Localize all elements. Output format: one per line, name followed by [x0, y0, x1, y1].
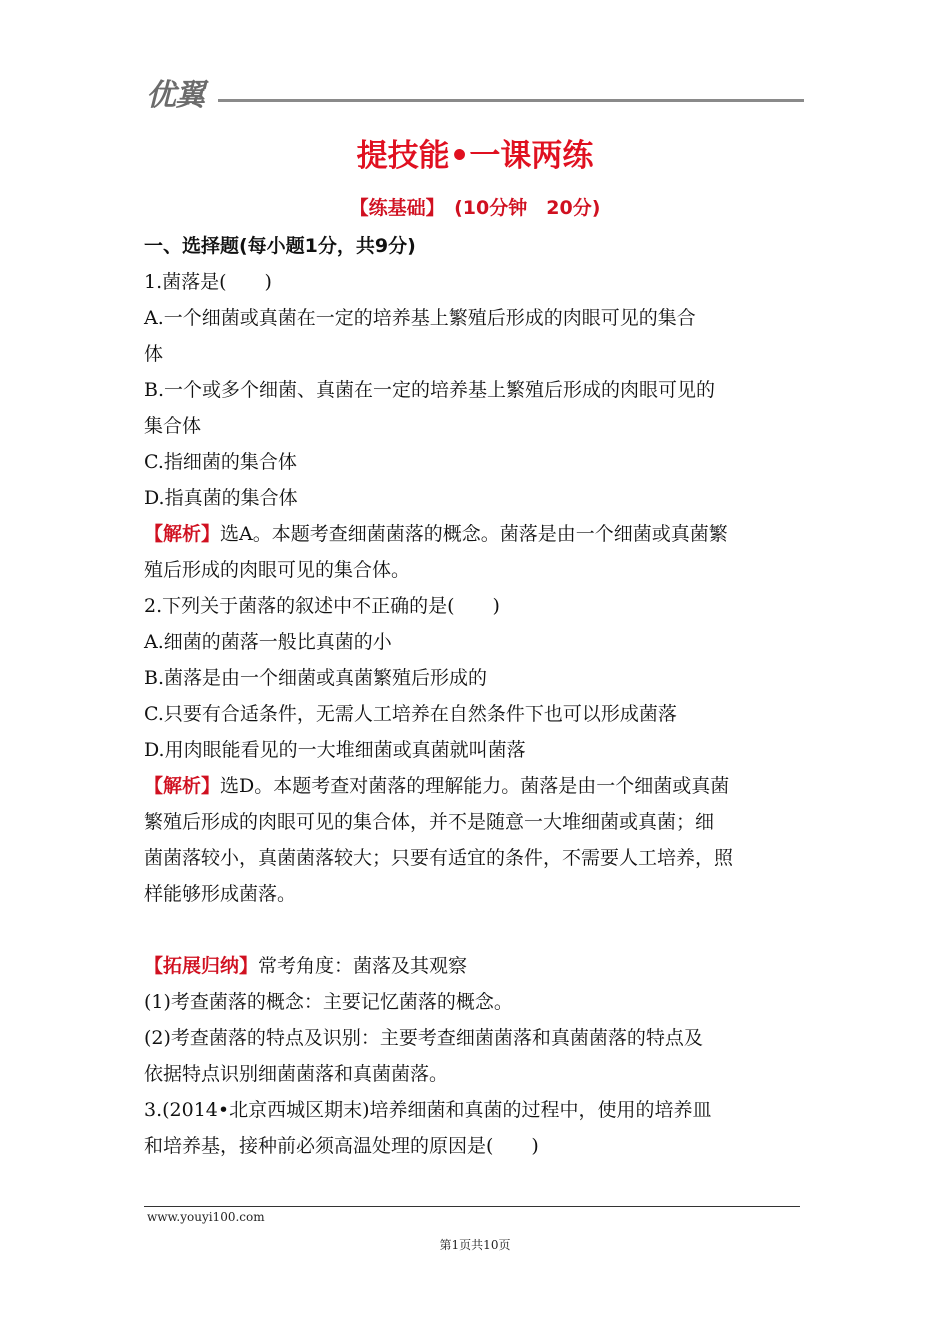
line-text: (1)考查菌落的概念：主要记忆菌落的概念。: [144, 991, 513, 1013]
line-text: 集合体: [144, 415, 202, 437]
line-text: 常考角度：菌落及其观察: [258, 955, 468, 977]
line-text: 选A。本题考查细菌菌落的概念。菌落是由一个细菌或真菌繁: [220, 523, 728, 545]
text-line: [144, 300, 809, 336]
line-text: A.细菌的菌落一般比真菌的小: [144, 631, 392, 653]
text-line: [144, 1092, 809, 1128]
line-text: 2.下列关于菌落的叙述中不正确的是( ): [144, 595, 500, 617]
page-title: 提技能•一课两练: [356, 138, 594, 174]
text-line: [144, 408, 809, 444]
text-line: [144, 624, 809, 660]
line-text: D.用肉眼能看见的一大堆细菌或真菌就叫菌落: [144, 739, 526, 761]
blank-line: [144, 912, 809, 948]
header-divider: [218, 99, 804, 102]
text-line: [144, 876, 809, 912]
line-text: (2)考查菌落的特点及识别：主要考查细菌菌落和真菌菌落的特点及: [144, 1027, 703, 1049]
text-line: [144, 732, 809, 768]
line-text: 样能够形成菌落。: [144, 883, 297, 905]
text-line: [144, 552, 809, 588]
text-line: [144, 660, 809, 696]
text-line: [144, 1128, 809, 1164]
line-text: 繁殖后形成的肉眼可见的集合体，并不是随意一大堆细菌或真菌；细: [144, 811, 715, 833]
line-text: B.一个或多个细菌、真菌在一定的培养基上繁殖后形成的肉眼可见的: [144, 379, 716, 401]
document-body: [144, 228, 809, 1164]
line-text: 选D。本题考查对菌落的理解能力。菌落是由一个细菌或真菌: [220, 775, 730, 797]
brand-logo: 优翼: [146, 78, 204, 113]
text-line: [144, 696, 809, 732]
text-line: [144, 480, 809, 516]
line-tag: 【解析】: [144, 523, 221, 545]
footer-site: www.youyi100.com: [147, 1210, 265, 1224]
line-text: A.一个细菌或真菌在一定的培养基上繁殖后形成的肉眼可见的集合: [144, 307, 696, 329]
line-text: 依据特点识别细菌菌落和真菌菌落。: [144, 1063, 449, 1085]
annotated-line: [144, 948, 809, 984]
line-text: 1.菌落是( ): [144, 271, 272, 293]
text-line: [144, 984, 809, 1020]
text-line: [144, 444, 809, 480]
line-text: B.菌落是由一个细菌或真菌繁殖后形成的: [144, 667, 488, 689]
text-line: [144, 264, 809, 300]
annotated-line: [144, 768, 809, 804]
footer-divider: [144, 1206, 800, 1207]
text-line: [144, 840, 809, 876]
line-text: 菌菌落较小，真菌菌落较大；只要有适宜的条件，不需要人工培养，照: [144, 847, 734, 869]
text-line: [144, 336, 809, 372]
line-text: 和培养基，接种前必须高温处理的原因是( ): [144, 1135, 539, 1157]
text-line: [144, 372, 809, 408]
text-line: [144, 1020, 809, 1056]
line-text: 体: [144, 343, 164, 365]
line-text: C.只要有合适条件，无需人工培养在自然条件下也可以形成菌落: [144, 703, 677, 725]
text-line: [144, 804, 809, 840]
text-line: [144, 588, 809, 624]
page-number: 第1页共10页: [439, 1238, 511, 1252]
line-text: C.指细菌的集合体: [144, 451, 297, 473]
question-lines: [144, 264, 809, 1164]
annotated-line: [144, 516, 809, 552]
line-tag: 【解析】: [144, 775, 221, 797]
page-subtitle: 【练基础】 (10分钟 20分): [349, 197, 601, 219]
section-heading: 一、选择题(每小题1分，共9分): [144, 235, 416, 257]
line-text: 3.(2014•北京西城区期末)培养细菌和真菌的过程中，使用的培养皿: [144, 1099, 712, 1121]
line-text: 殖后形成的肉眼可见的集合体。: [144, 559, 411, 581]
text-line: [144, 1056, 809, 1092]
line-tag: 【拓展归纳】: [144, 955, 259, 977]
line-text: D.指真菌的集合体: [144, 487, 298, 509]
